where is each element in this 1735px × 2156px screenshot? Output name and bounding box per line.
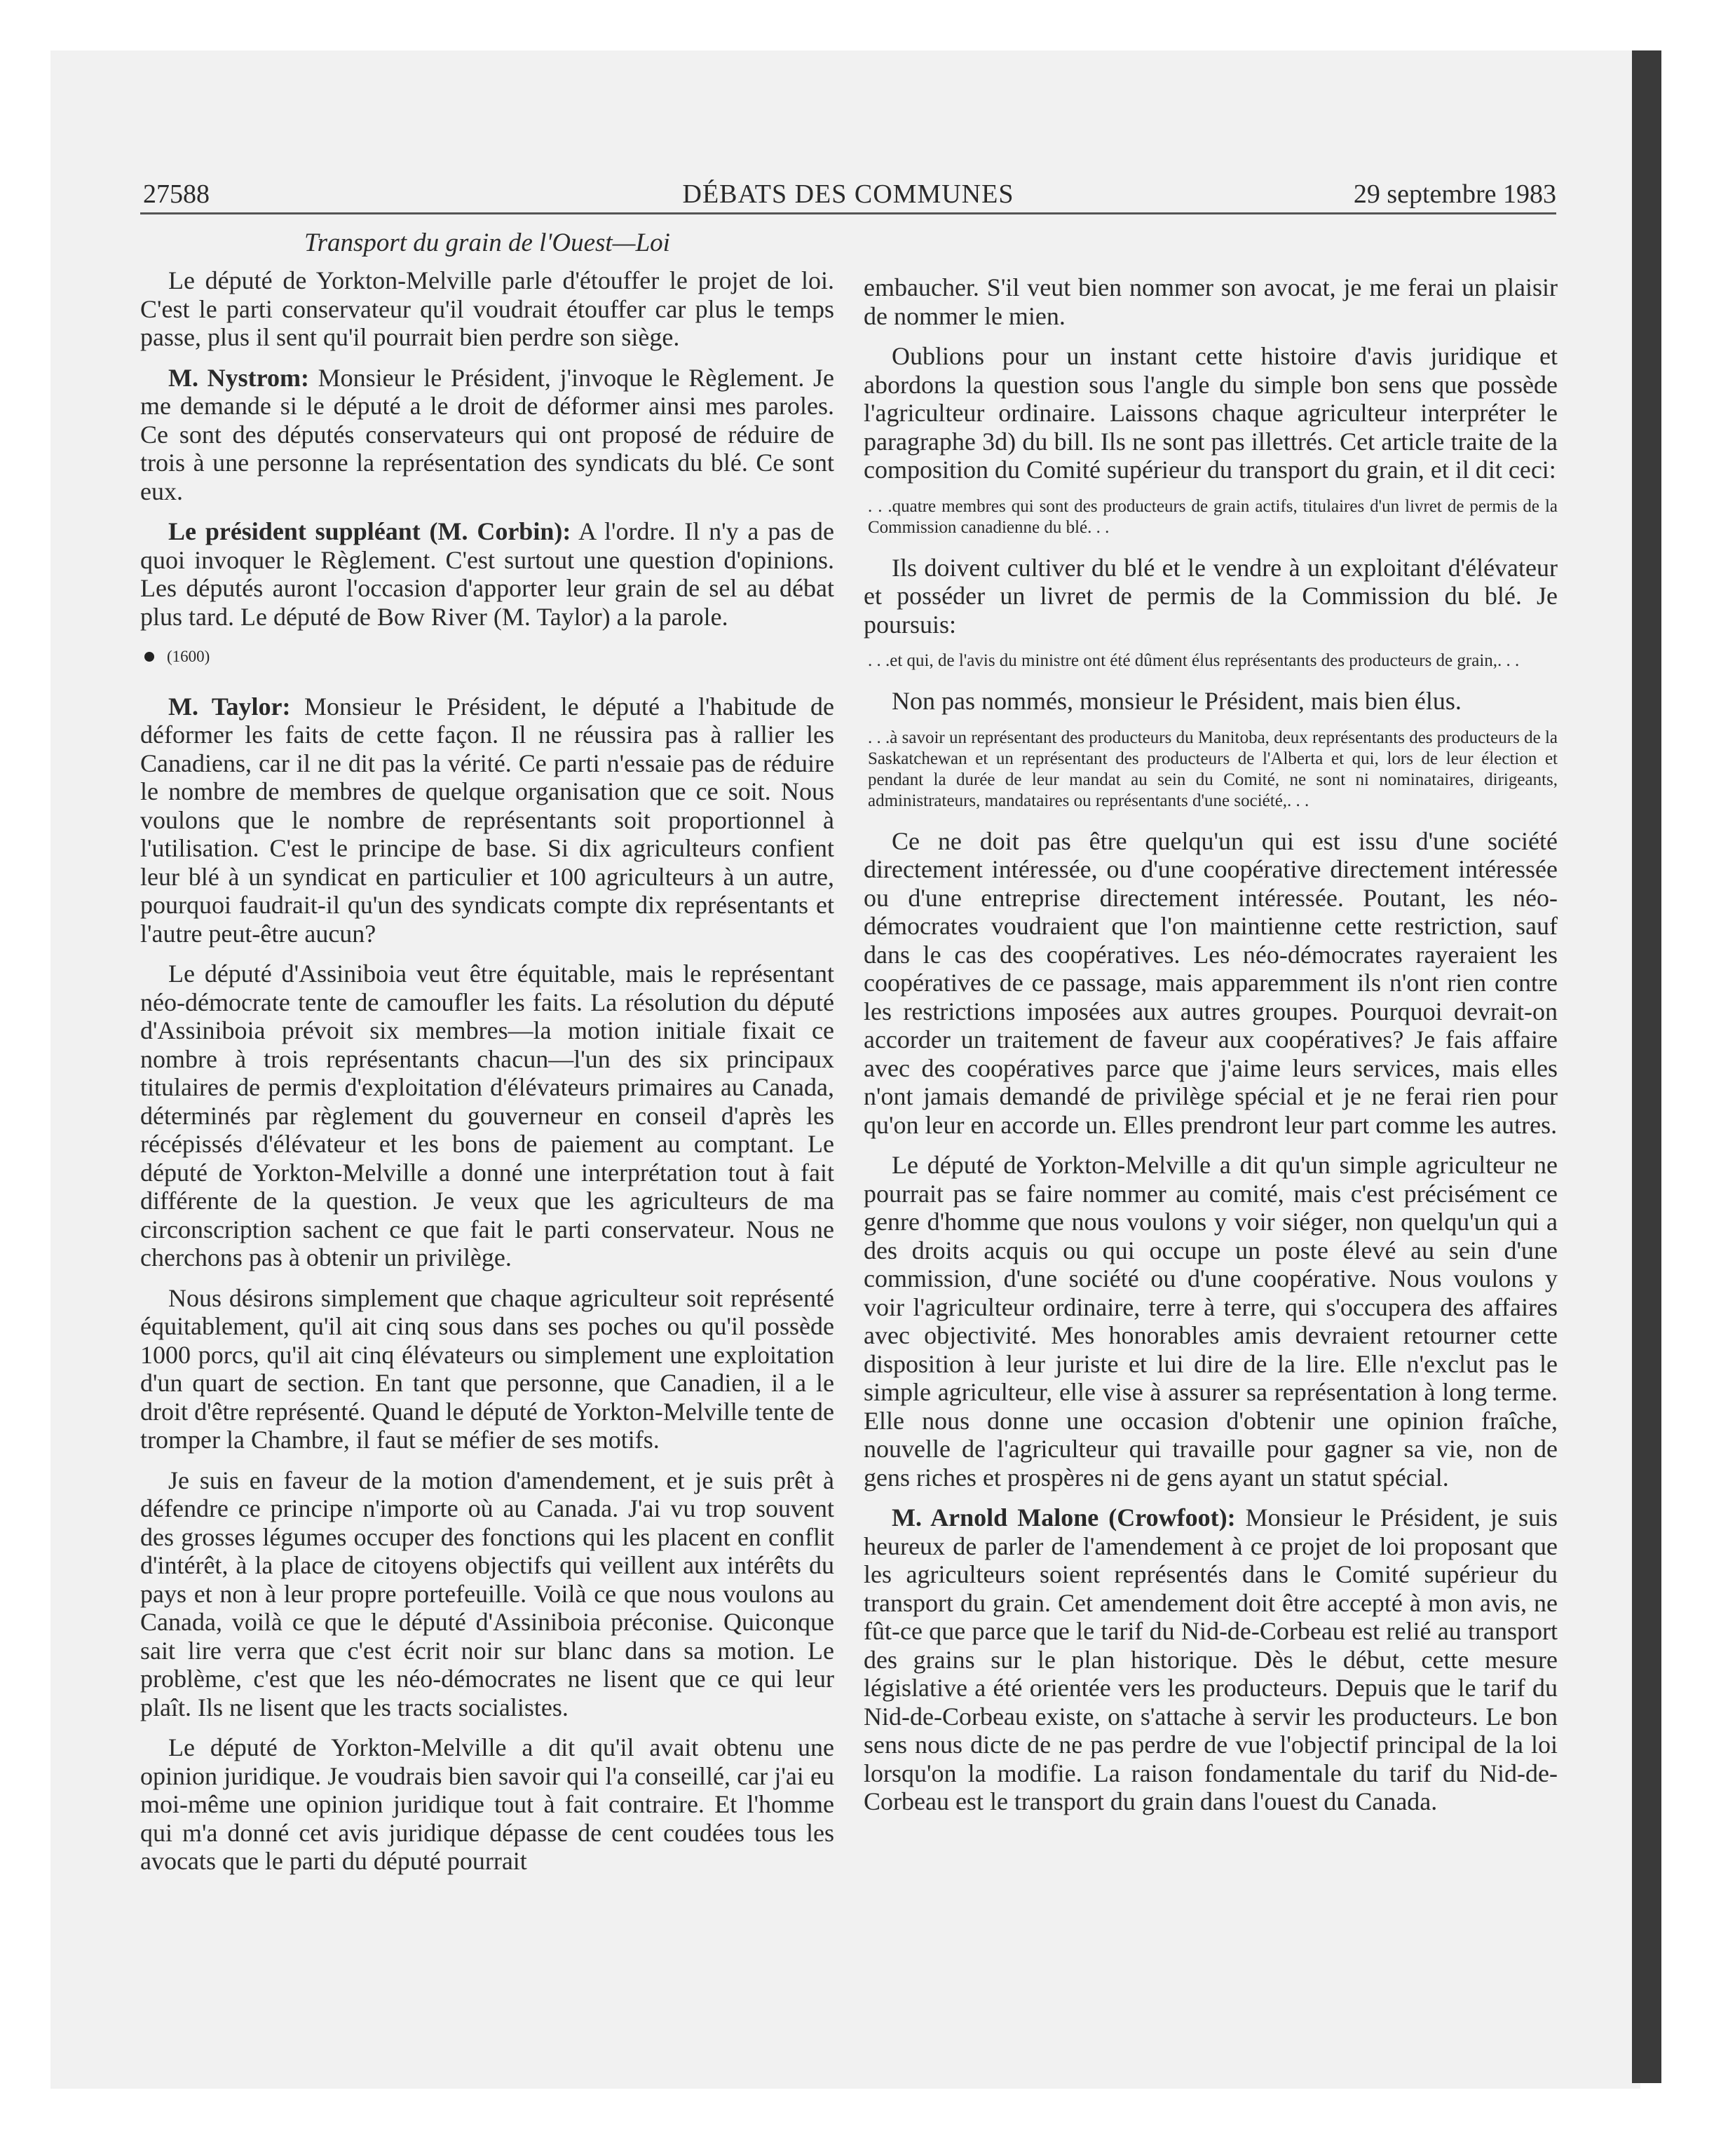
page-header [140, 179, 1556, 214]
time-marker [140, 643, 834, 671]
quotation: . . .à savoir un représentant des producteurs du Manitoba, deux représentants des producteurs de la Saskatchewan et un représentant des producteurs de l'Alberta et qui, lors de leur élection et pendant la durée de leur mandat au sein du Comité, ne sont ni nominataires, dirigeants, administrateurs, mandataires ou représentants d'une société,. . . [868, 728, 1558, 810]
paragraph [140, 692, 834, 948]
section-subtitle: Transport du grain de l'Ouest—Loi [304, 228, 670, 257]
paragraph: Ils doivent cultiver du blé et le vendre à un exploitant d'élévateur et posséder un livret de permis de la Commission du blé. Je poursuis: [864, 553, 1558, 639]
paragraph: Le député de Yorkton-Melville a dit qu'il avait obtenu une opinion juridique. Je voudrais bien savoir qui l'a conseillé, car j'ai eu moi-même une opinion juridique tout à fait contraire. Et l'homme qui m'a donné cet avis juridique dépasse de cent coudées tous les avocats que le parti du député pourrait [140, 1733, 834, 1875]
speech-text: A l'ordre. Il n'y a pas de quoi invoquer le Règlement. C'est surtout une question d'opinions. Les députés auront l'occasion d'apporter leur grain de sel au débat plus tard. Le député de Bow River (M. Taylor) a la parole. [140, 517, 834, 631]
right-column [864, 273, 1558, 1828]
paragraph [140, 517, 834, 631]
left-column [140, 266, 834, 1888]
paragraph: embaucher. S'il veut bien nommer son avocat, je me ferai un plaisir de nommer le mien. [864, 273, 1558, 330]
paragraph: Nous désirons simplement que chaque agriculteur soit représenté équitablement, qu'il ait cinq sous dans ses poches ou qu'il possède 1000 porcs, qu'il ait cinq élévateurs ou simplement une exploitation d'un quart de section. En tant que personne, que Canadien, il a le droit d'être représenté. Quand le député de Yorkton-Melville tente de tromper la Chambre, il faut se méfier de ses motifs. [140, 1283, 834, 1454]
publication-date: 29 septembre 1983 [1353, 179, 1556, 209]
paragraph: Le député d'Assiniboia veut être équitable, mais le représentant néo-démocrate tente de camoufler les faits. La résolution du député d'Assiniboia prévoit six membres—la motion initiale fixait ce nombre à trois représentants chacun—l'un des six principaux titulaires de permis d'exploitation d'élévateurs primaires au Canada, déterminés par règlement du gouverneur en conseil d'après les récépissés d'élévateur et les bons de paiement au comptant. Le député de Yorkton-Melville a donné une interprétation tout à fait différente de la question. Je veux que les agriculteurs de ma circonscription sachent ce que fait le parti conservateur. Nous ne cherchons pas à obtenir un privilège. [140, 960, 834, 1271]
page-number: 27588 [143, 179, 210, 209]
paragraph: Le député de Yorkton-Melville parle d'étouffer le projet de loi. C'est le parti conservateur qu'il voudrait étouffer car plus le temps passe, plus il sent qu'il pourrait bien perdre son siège. [140, 266, 834, 351]
speaker-name: M. Arnold Malone (Crowfoot): [892, 1503, 1236, 1531]
speaker-name: Le président suppléant (M. Corbin): [168, 517, 571, 545]
speech-text: Monsieur le Président, j'invoque le Règlement. Je me demande si le député a le droit de déformer ainsi mes paroles. Ce sont des députés conservateurs qui ont proposé de réduire de trois à une personne la représentation des syndicats du blé. Ce sont eux. [140, 363, 834, 505]
speech-text: Monsieur le Président, je suis heureux de parler de l'amendement à ce projet de loi proposant que les agriculteurs soient représentés dans le Comité supérieur du transport du grain. Cet amendement doit être accepté à mon avis, ne fût-ce que parce que le tarif du Nid-de-Corbeau est relié au transport des grains sur le plan historique. Dès le début, cette mesure législative a été orientée vers les producteurs. Depuis que le tarif du Nid-de-Corbeau existe, on s'attache à servir les producteurs. Le bon sens nous dicte de ne pas perdre de vue l'objectif principal de la loi lorsqu'on la modifie. La raison fondamentale du tarif du Nid-de-Corbeau est le transport du grain dans l'ouest du Canada. [864, 1503, 1558, 1815]
paragraph [864, 1503, 1558, 1816]
quotation: . . .et qui, de l'avis du ministre ont été dûment élus représentants des producteurs de grain,. . . [868, 651, 1520, 670]
paragraph: Le député de Yorkton-Melville a dit qu'un simple agriculteur ne pourrait pas se faire nommer au comité, mais c'est précisément ce genre d'homme que nous voulons y voir siéger, non quelqu'un qui a des droits acquis ou qui occupe un poste élevé au sein d'une commission, d'une société ou d'une coopérative. Nous voulons y voir l'agriculteur ordinaire, terre à terre, qui s'occupera des affaires avec objectivité. Mes honorables amis devraient retourner cette disposition à leur juriste et lui dire de la lire. Elle n'exclut pas le simple agriculteur, elle vise à assurer sa représentation à long terme. Elle nous donne une occasion d'obtenir une opinion fraîche, nouvelle de l'agriculteur qui travaille pour gagner sa vie, non de gens riches et prospères ni de gens ayant un statut spécial. [864, 1151, 1558, 1492]
paragraph: Non pas nommés, monsieur le Président, mais bien élus. [892, 687, 1462, 715]
bullet-icon [144, 652, 154, 662]
speech-text: Monsieur le Président, le député a l'habitude de déformer les faits de cette façon. Il ne réussira pas à rallier les Canadiens, car il ne dit pas la vérité. Ce parti n'essaie pas de réduire le nombre de membres de quelque organisation que ce soit. Nous voulons que le nombre de représentants soit proportionnel à l'utilisation. C'est le principe de base. Si dix agriculteurs confient leur blé à un syndicat en particulier et 100 agriculteurs à un autre, pourquoi faudrait-il qu'un des syndicats compte dix représentants et l'autre peut-être aucun? [140, 692, 834, 948]
quotation: . . .quatre membres qui sont des producteurs de grain actifs, titulaires d'un livret de permis de la Commission canadienne du blé. . . [868, 496, 1558, 537]
speaker-name: M. Nystrom: [168, 363, 309, 392]
speaker-name: M. Taylor: [168, 692, 291, 721]
paragraph: Je suis en faveur de la motion d'amendement, et je suis prêt à défendre ce principe n'importe où au Canada. J'ai vu trop souvent des grosses légumes occuper des fonctions qui les placent en conflit d'intérêt, à la place de citoyens objectifs qui veillent aux intérêts du pays et non à leur propre portefeuille. Voilà ce que nous voulons au Canada, voilà ce que le député d'Assiniboia préconise. Quiconque sait lire verra que c'est écrit noir sur blanc dans sa motion. Le problème, c'est que les néo-démocrates ne lisent que ce qui leur plaît. Ils ne lisent que les tracts socialistes. [140, 1466, 834, 1721]
paragraph: Ce ne doit pas être quelqu'un qui est issu d'une société directement intéressée, ou d'une coopérative directement intéressée ou d'une entreprise directement intéressée. Poutant, les néo-démocrates voudraient que l'on maintienne cette restriction, sauf dans le cas des coopératives. Les néo-démocrates rayeraient les coopératives de ce passage, mais apparemment ils n'ont rien contre les restrictions imposées aux autres groupes. Pourquoi devrait-on accorder un traitement de faveur aux coopératives? Je fais affaire avec des coopératives parce que j'aime leurs services, mais elles n'ont jamais demandé de privilège spécial et je ne ferai rien pour qu'on leur en accorde un. Elles prendront leur part comme les autres. [864, 826, 1558, 1139]
paragraph: Oublions pour un instant cette histoire d'avis juridique et abordons la question sous l'angle du simple bon sens que possède l'agriculteur ordinaire. Laissons chaque agriculteur interpréter le paragraphe 3d) du bill. Ils ne sont pas illettrés. Cet article traite de la composition du Comité supérieur du transport du grain, et il dit ceci: [864, 342, 1558, 484]
paragraph [140, 364, 834, 506]
publication-title: DÉBATS DES COMMUNES [682, 179, 1014, 209]
time-label: (1600) [167, 648, 210, 665]
scan-edge-shadow [1632, 50, 1661, 2083]
